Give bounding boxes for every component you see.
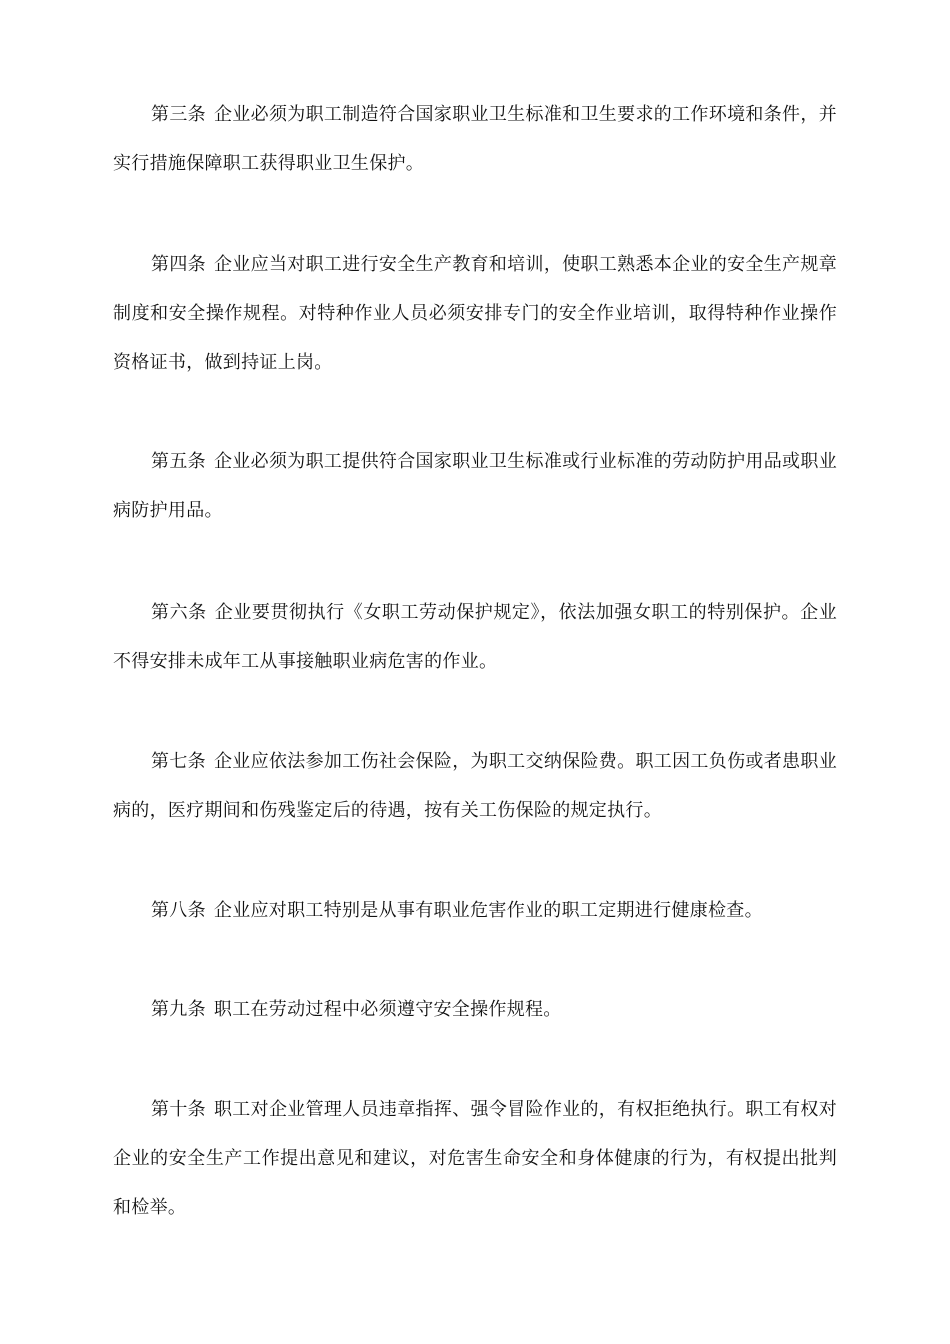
article-text: 企业要贯彻执行《女职工劳动保护规定》，依法加强女职工的特别保护。企业不得安排未成年工从事接触职业病危害的作业。 xyxy=(113,602,837,672)
article-text: 企业应依法参加工伤社会保险，为职工交纳保险费。职工因工负伤或者患职业病的，医疗期间和伤残鉴定后的待遇，按有关工伤保险的规定执行。 xyxy=(113,751,837,821)
article-7 xyxy=(113,737,837,835)
article-text: 企业必须为职工提供符合国家职业卫生标准或行业标准的劳动防护用品或职业病防护用品。 xyxy=(113,451,837,521)
article-6 xyxy=(113,588,837,686)
article-9 xyxy=(113,985,837,1034)
article-4 xyxy=(113,240,837,387)
article-number: 第五条 xyxy=(151,451,206,472)
article-text: 企业必须为职工制造符合国家职业卫生标准和卫生要求的工作环境和条件，并实行措施保障职工获得职业卫生保护。 xyxy=(113,104,837,174)
article-8 xyxy=(113,886,837,935)
article-text: 职工在劳动过程中必须遵守安全操作规程。 xyxy=(213,999,562,1020)
article-10 xyxy=(113,1085,837,1232)
article-number: 第八条 xyxy=(151,900,206,921)
article-number: 第四条 xyxy=(151,254,206,275)
article-number: 第十条 xyxy=(151,1099,206,1120)
article-number: 第六条 xyxy=(151,602,207,623)
article-text: 企业应对职工特别是从事有职业危害作业的职工定期进行健康检查。 xyxy=(213,900,763,921)
article-text: 企业应当对职工进行安全生产教育和培训，使职工熟悉本企业的安全生产规章制度和安全操作规程。对特种作业人员必须安排专门的安全作业培训，取得特种作业操作资格证书，做到持证上岗。 xyxy=(113,254,837,373)
article-3 xyxy=(113,90,837,188)
article-number: 第三条 xyxy=(151,104,206,125)
article-number: 第七条 xyxy=(151,751,206,772)
article-5 xyxy=(113,437,837,535)
article-number: 第九条 xyxy=(151,999,206,1020)
article-text: 职工对企业管理人员违章指挥、强令冒险作业的，有权拒绝执行。职工有权对企业的安全生产工作提出意见和建议，对危害生命安全和身体健康的行为，有权提出批判和检举。 xyxy=(113,1099,837,1218)
